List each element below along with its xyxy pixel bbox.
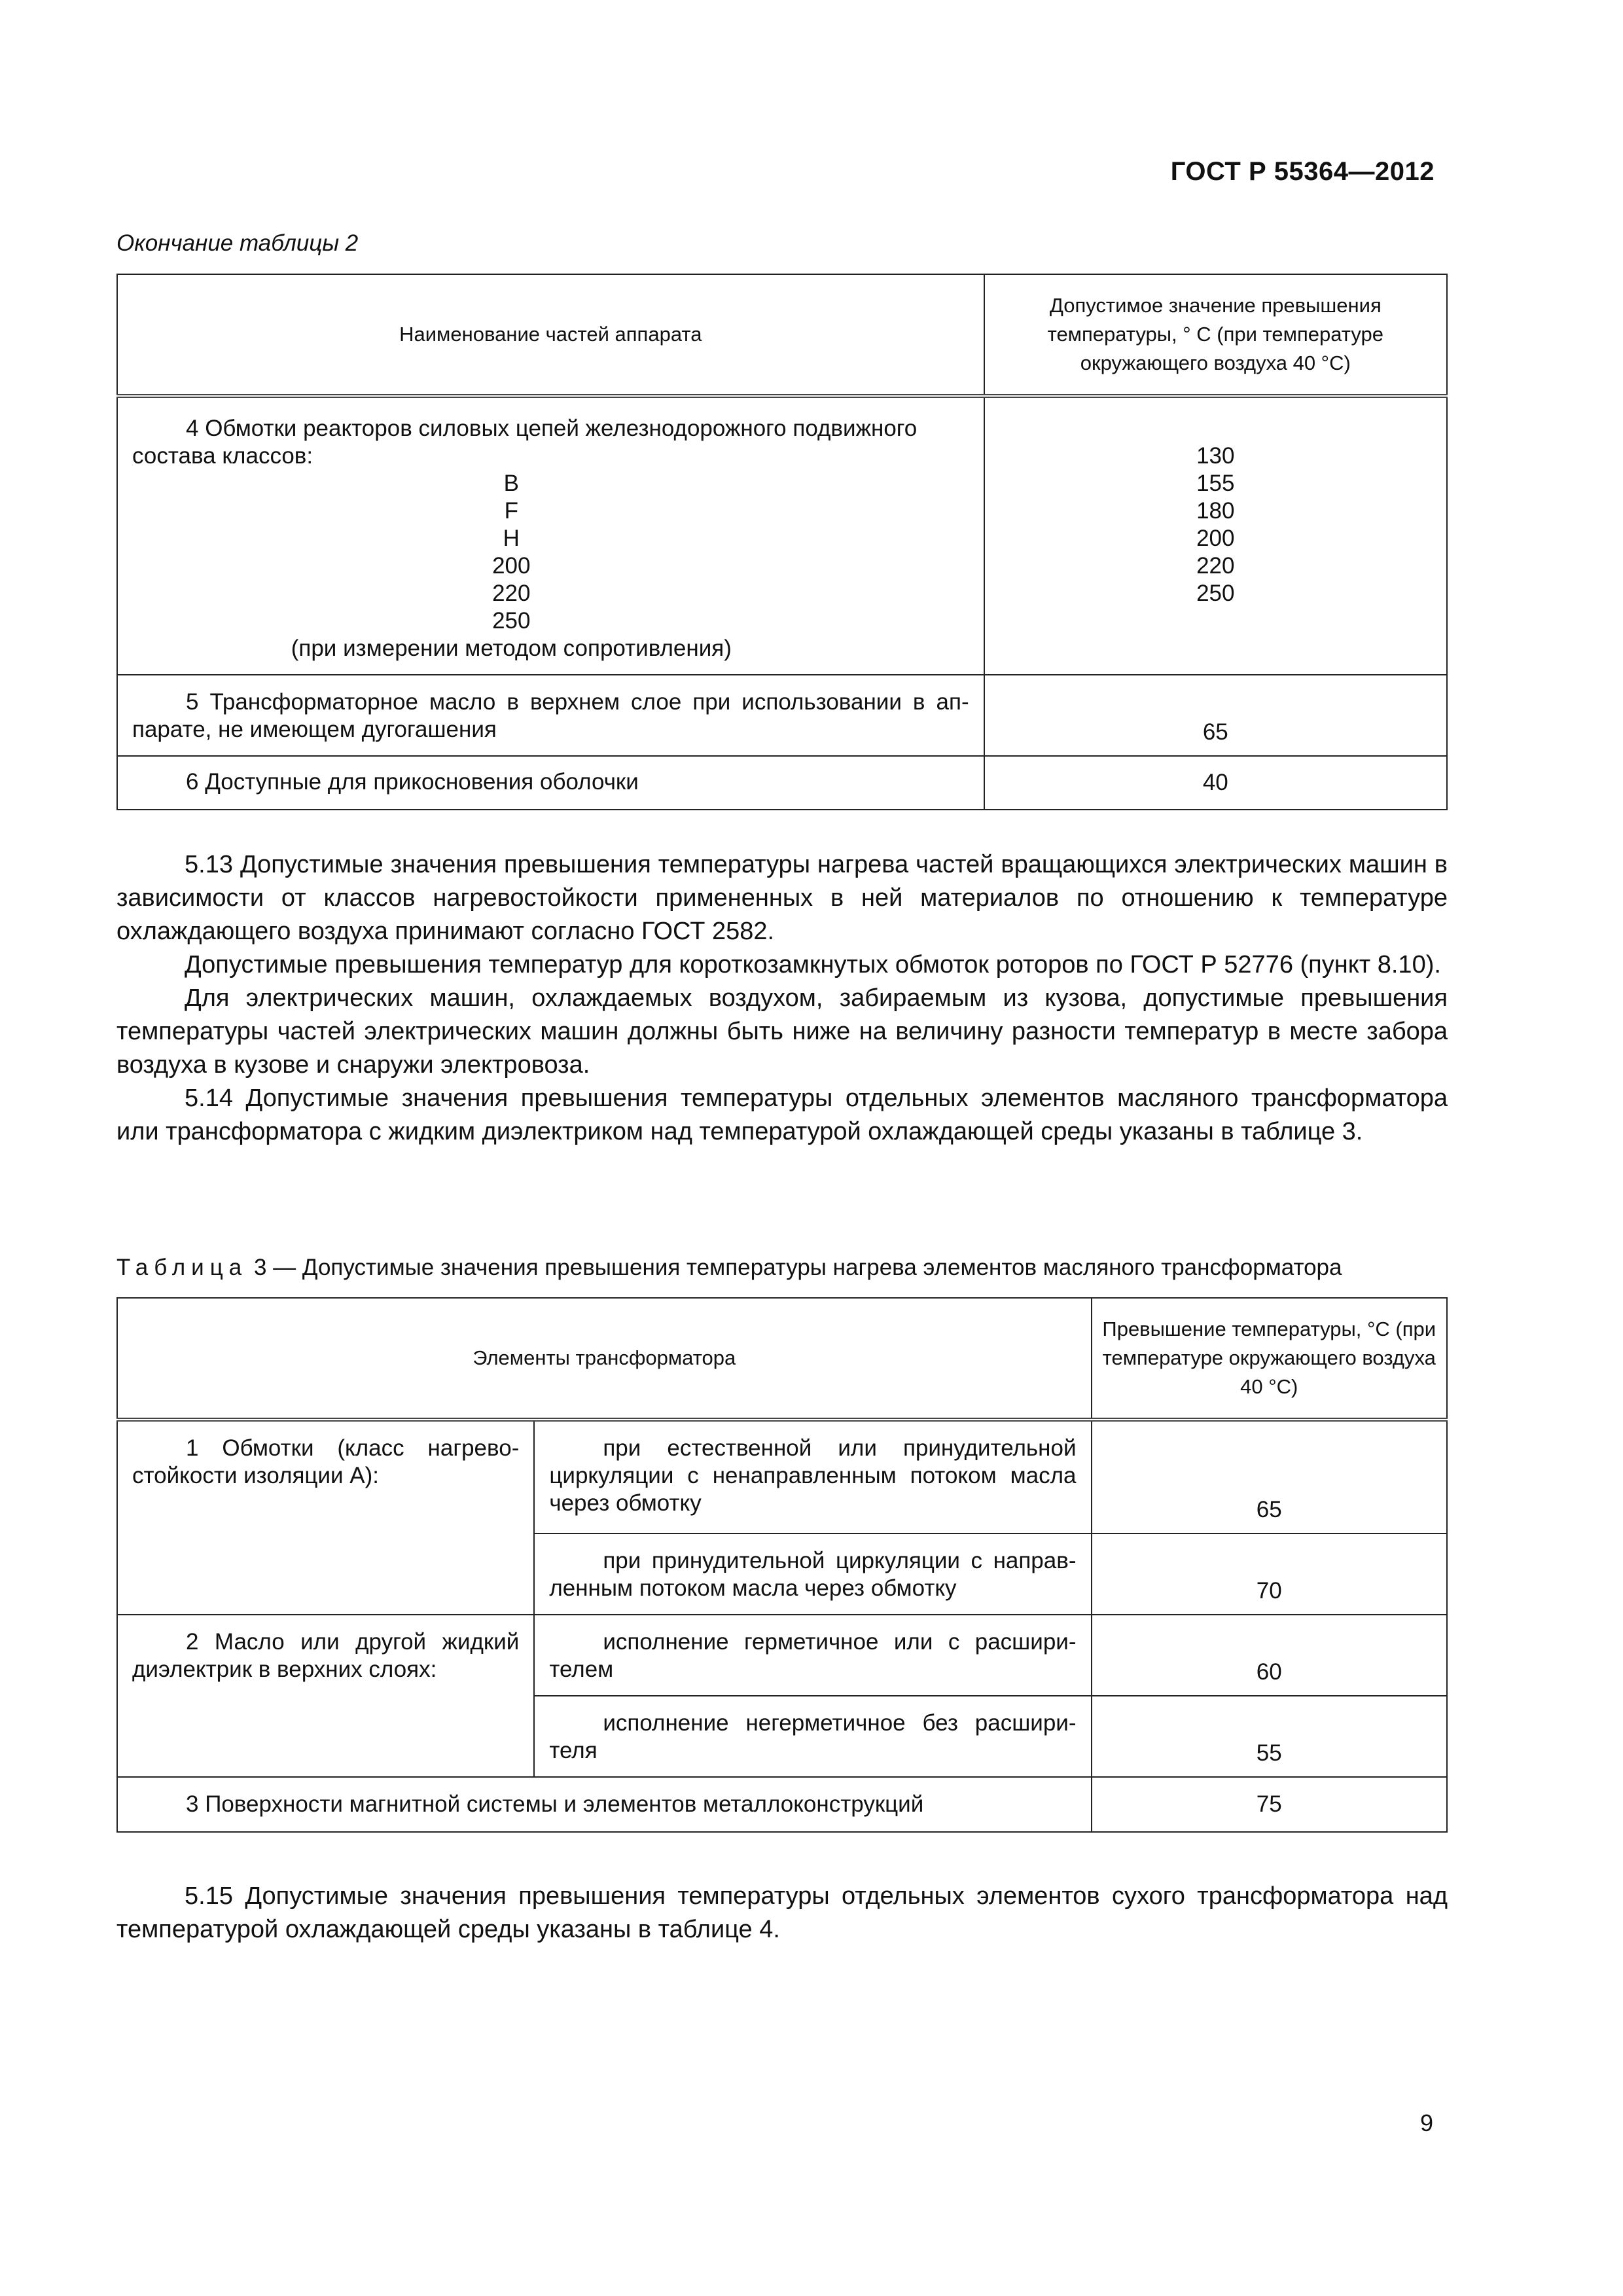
section-5-13 [116, 848, 1448, 1149]
paragraph: Допустимые превышения температур для короткозамкнутых обмоток роторов по ГОСТ Р 52776 (пункт 8.10). [185, 951, 1441, 978]
table3-row2-sub2: исполнение негерметичное без расширителя [549, 1710, 1077, 1763]
table2-row5-text: 5 Трансформаторное масло в верхнем слое при использовании в аппарате, не имеющем дугогашения [132, 689, 969, 742]
table-row [117, 1420, 1447, 1534]
document-id-header: ГОСТ Р 55364—2012 [1170, 157, 1435, 186]
class-item: В [503, 471, 519, 496]
table3-row2-val1: 60 [1092, 1615, 1448, 1696]
page-number: 9 [1419, 2109, 1433, 2136]
table3-row2-val2: 55 [1092, 1696, 1448, 1777]
table3-row3-value: 75 [1092, 1777, 1448, 1832]
paragraph: Для электрических машин, охлаждаемых воздухом, забираемым из кузова, допустимые превышения температуры частей электрических машин должны быть ниже на величину разности температур в месте забора воздуха в кузове и снаружи электровоза. [116, 984, 1448, 1079]
table3-caption-label: Таблица [116, 1255, 248, 1280]
class-item: 220 [492, 581, 531, 606]
section-5-14: 5.14 Допустимые значения превышения температуры отдельных элементов масляного трансформатора или трансформатора с жидким диэлектриком над температурой охлаждающей среды указаны в таблице 3. [116, 1085, 1448, 1145]
table3-row1-val1: 65 [1092, 1420, 1448, 1534]
section-5-15 [116, 1880, 1448, 1946]
table-2 [116, 274, 1448, 810]
value-item: 200 [1196, 526, 1235, 551]
table3-row3-text: 3 Поверхности магнитной системы и элементов металлоконструкций [186, 1791, 924, 1817]
table2-col1-header: Наименование частей аппарата [117, 274, 984, 396]
table-row [117, 1777, 1447, 1832]
measurement-note: (при измерении методом сопротивления) [291, 636, 732, 661]
table-row [117, 396, 1447, 675]
table3-row2-sub1: исполнение герметичное или с расширителем [549, 1629, 1077, 1682]
class-item: F [504, 498, 518, 524]
value-item: 220 [1196, 553, 1235, 579]
value-item: 155 [1196, 471, 1235, 496]
table3-caption [116, 1255, 1342, 1281]
table2-row6-text: 6 Доступные для прикосновения оболочки [186, 769, 639, 795]
table2-row4-text: 4 Обмотки реакторов силовых цепей железнодорожного подвижного состава классов: [132, 416, 918, 469]
table3-row1-label: 1 Обмотки (класс нагревостойкости изоляции А): [132, 1435, 520, 1488]
table-row [117, 756, 1447, 810]
table-row [117, 675, 1447, 756]
table2-row5-value: 65 [984, 675, 1447, 756]
value-list [999, 415, 1432, 607]
table3-row1-val2: 70 [1092, 1534, 1448, 1615]
value-item: 180 [1196, 498, 1235, 524]
value-item: 250 [1196, 581, 1235, 606]
table2-col2-header: Допустимое значение превышения температуры, ° С (при температуре окружающего воздуха 40 °С) [984, 274, 1447, 396]
table3-row1-sub1: при естественной или принудительной циркуляции с ненаправленным потоком масла через обмотку [549, 1435, 1077, 1516]
paragraph: 5.15 Допустимые значения превышения температуры отдельных элементов сухого трансформатора над температурой охлаждающей среды указаны в таблице 4. [116, 1882, 1448, 1943]
table3-caption-text: 3 — Допустимые значения превышения температуры нагрева элементов масляного трансформатора [247, 1255, 1342, 1280]
table3-row1-sub2: при принудительной циркуляции с направленным потоком масла через обмотку [549, 1548, 1077, 1601]
paragraph: 5.13 Допустимые значения превышения температуры нагрева частей вращающихся электрических машин в зависимости от классов нагревостойкости примененных в ней материалов по отношению к температуре охлаждающего воздуха принимают согласно ГОСТ 2582. [116, 851, 1448, 945]
class-item: 200 [492, 553, 531, 579]
class-item: Н [503, 526, 520, 551]
table3-col1-header: Элементы трансформатора [117, 1298, 1092, 1420]
table-3 [116, 1297, 1448, 1833]
table-row [117, 1615, 1447, 1696]
table3-row2-label: 2 Масло или другой жидкий диэлектрик в верхних слоях: [132, 1629, 520, 1682]
class-item: 250 [492, 608, 531, 634]
table2-row6-value: 40 [984, 756, 1447, 810]
table3-col2-header: Превышение температуры, °С (при температуре окружающего воздуха 40 °С) [1092, 1298, 1448, 1420]
class-list [132, 470, 969, 662]
value-item: 130 [1196, 443, 1235, 469]
table2-continuation-caption: Окончание таблицы 2 [116, 230, 359, 256]
